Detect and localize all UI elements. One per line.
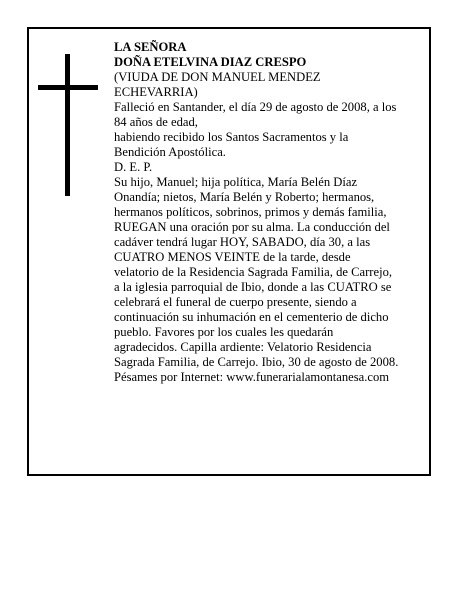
notice-line: Falleció en Santander, el día 29 de agosto de 2008, a los — [114, 100, 397, 114]
notice-line: D. E. P. — [114, 160, 153, 174]
cross-vertical-bar — [65, 54, 70, 196]
notice-line: Su hijo, Manuel; hija política, María Belén Díaz — [114, 175, 358, 189]
notice-line: agradecidos. Capilla ardiente: Velatorio Residencia — [114, 340, 372, 354]
notice-line: continuación su inhumación en el cementerio de dicho — [114, 310, 389, 324]
notice-line: habiendo recibido los Santos Sacramentos y la — [114, 130, 349, 144]
notice-line: velatorio de la Residencia Sagrada Familia, de Carrejo, — [114, 265, 393, 279]
notice-line: Pésames por Internet: www.funerarialamontanesa.com — [114, 370, 390, 384]
notice-line: CUATRO MENOS VEINTE de la tarde, desde — [114, 250, 351, 264]
notice-line: RUEGAN una oración por su alma. La conducción del — [114, 220, 390, 234]
cross-icon — [38, 54, 98, 196]
notice-line: a la iglesia parroquial de Ibio, donde a las CUATRO se — [114, 280, 392, 294]
notice-line: ECHEVARRIA) — [114, 85, 198, 99]
notice-line: Onandía; nietos, María Belén y Roberto; hermanos, — [114, 190, 375, 204]
notice-line: cadáver tendrá lugar HOY, SABADO, día 30, a las — [114, 235, 371, 249]
notice-line: celebrará el funeral de cuerpo presente, siendo a — [114, 295, 357, 309]
deceased-name: DOÑA ETELVINA DIAZ CRESPO — [114, 55, 307, 69]
notice-line: pueblo. Favores por los cuales les quedarán — [114, 325, 334, 339]
cross-horizontal-bar — [38, 85, 98, 90]
notice-line: hermanos políticos, sobrinos, primos y demás familia, — [114, 205, 387, 219]
notice-text — [114, 40, 426, 385]
notice-line: 84 años de edad, — [114, 115, 198, 129]
notice-line: (VIUDA DE DON MANUEL MENDEZ — [114, 70, 321, 84]
notice-heading: LA SEÑORA — [114, 40, 187, 54]
notice-line: Bendición Apostólica. — [114, 145, 226, 159]
notice-line: Sagrada Familia, de Carrejo. Ibio, 30 de agosto de 2008. — [114, 355, 399, 369]
